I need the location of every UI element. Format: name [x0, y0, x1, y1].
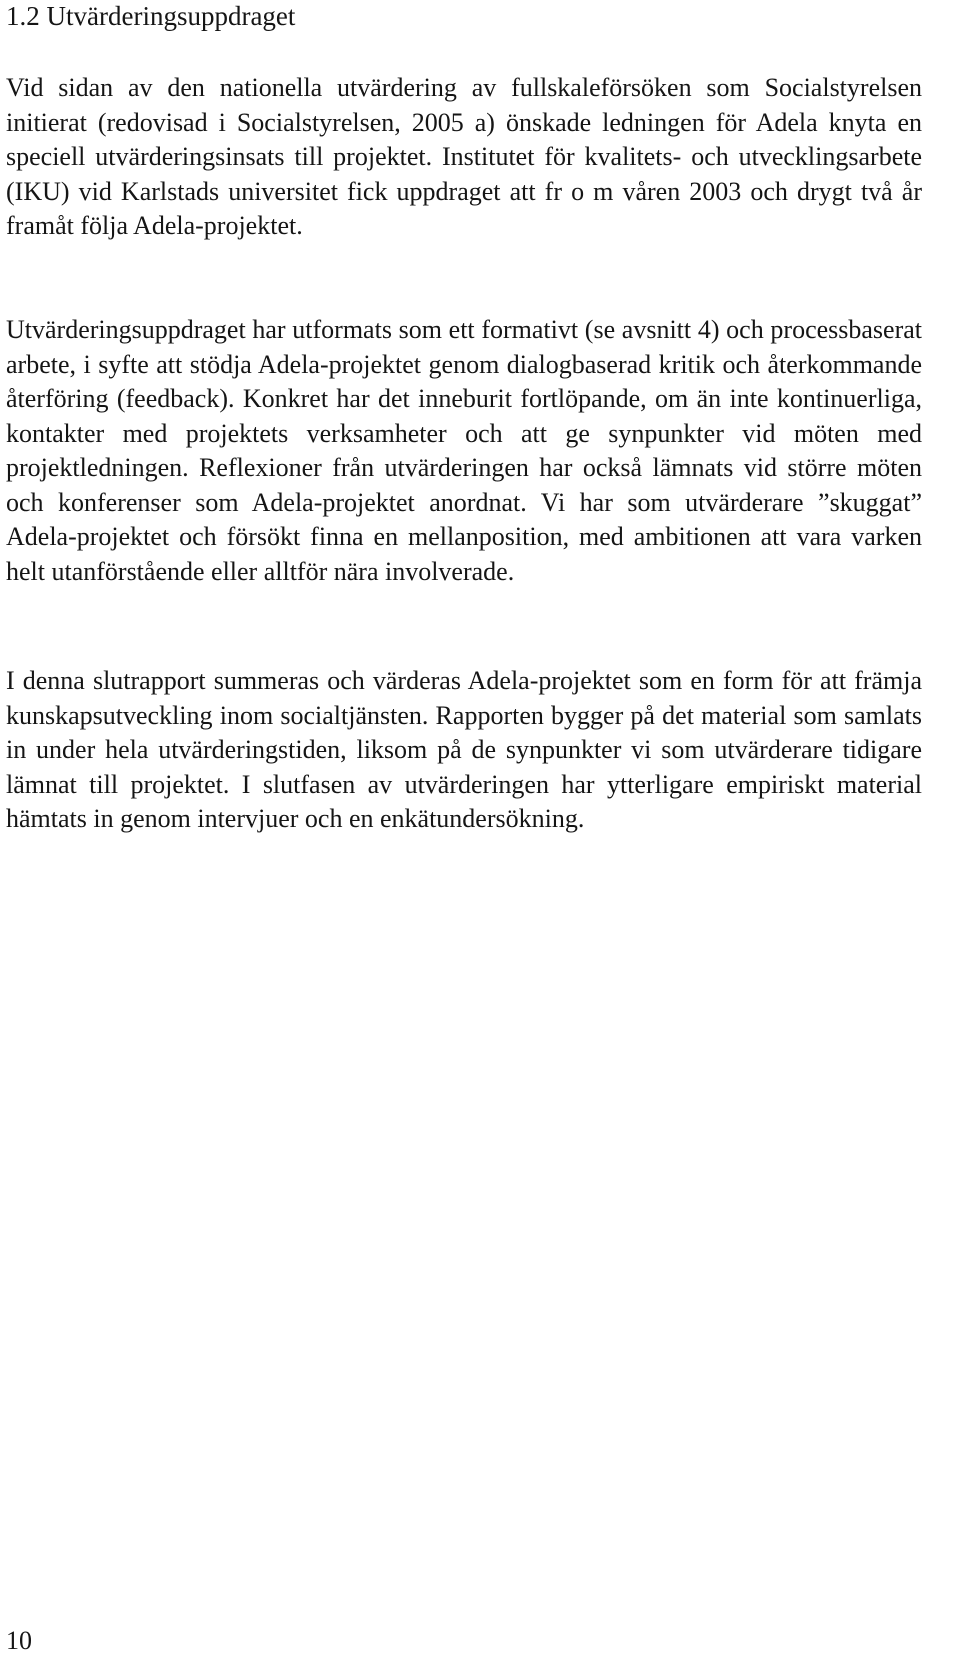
paragraph-3: I denna slutrapport summeras och värderas Adela-projektet som en form för att främja kunskapsutveckling inom socialtjänsten. Rapporten bygger på det material som samlats in under hela utvärderingstiden, liksom på de synpunkter vi som utvärderare tidigare lämnat till projektet. I slutfasen av utvärderingen har ytterligare empiriskt material hämtats in genom intervjuer och en enkätundersökning.	[6, 666, 922, 833]
page-number: 10	[6, 1626, 32, 1655]
paragraph-2: Utvärderingsuppdraget har utformats som ett formativt (se avsnitt 4) och processbaserat arbete, i syfte att stödja Adela-projektet genom dialogbaserad kritik och återkommande återföring (feedback). Konkret har det inneburit fortlöpande, om än inte kontinuerliga, kontakter med projektets verksamheter och att ge synpunkter vid möten med projektledningen. Reflexioner från utvärderingen har också lämnats vid större möten och konferenser som Adela-projektet anordnat. Vi har som utvärderare ”skuggat” Adela-projektet och försökt finna en mellanposition, med ambitionen att vara varken helt utanförstående eller alltför nära involverade.	[6, 315, 922, 586]
paragraph-1: Vid sidan av den nationella utvärdering av fullskaleförsöken som Socialstyrelsen initierat (redovisad i Socialstyrelsen, 2005 a) önskade ledningen för Adela knyta en speciell utvärderingsinsats till projektet. Institutet för kvalitets- och utvecklingsarbete (IKU) vid Karlstads universitet fick uppdraget att fr o m våren 2003 och drygt två år framåt följa Adela-projektet.	[6, 73, 922, 240]
section-heading: 1.2 Utvärderingsuppdraget	[6, 1, 296, 31]
